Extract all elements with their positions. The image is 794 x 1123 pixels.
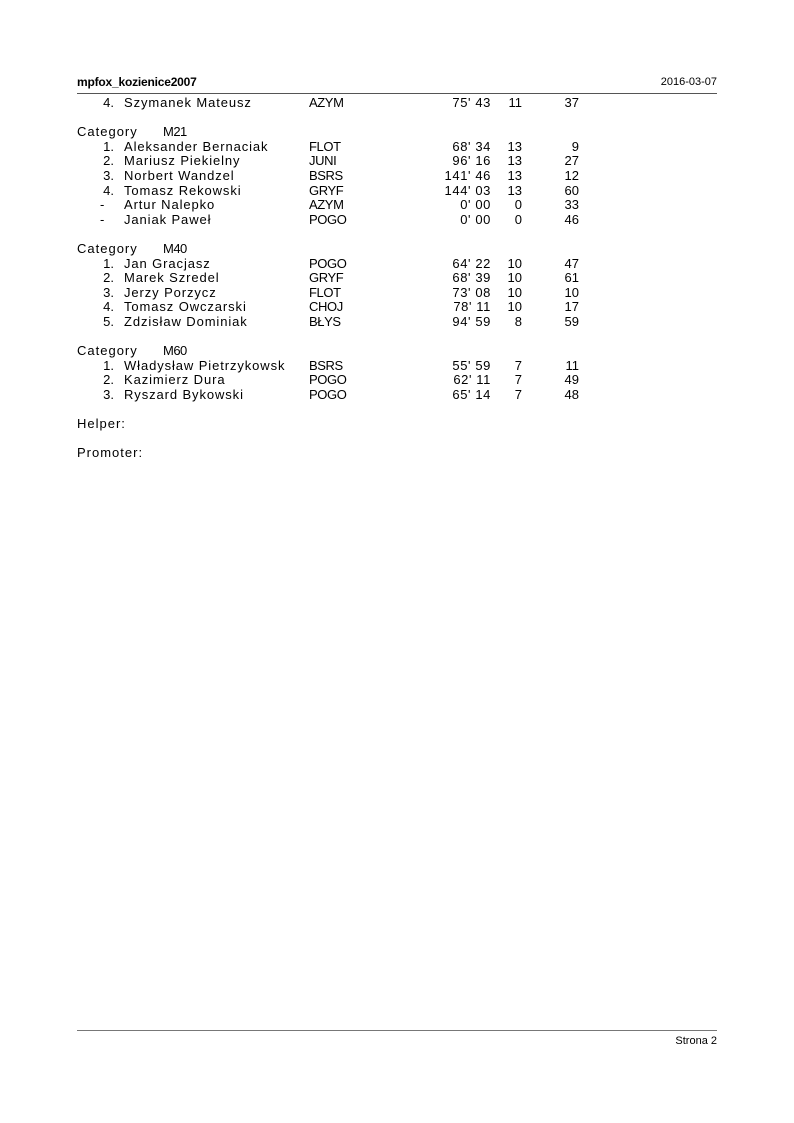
result-points: 13 <box>507 167 522 183</box>
document-title: mpfox_kozienice2007 <box>77 75 197 89</box>
document-date: 2016-03-07 <box>660 76 717 88</box>
result-number: 17 <box>564 299 579 315</box>
result-time: 73' 08 <box>452 284 491 300</box>
result-time: 65' 14 <box>452 386 491 402</box>
result-row <box>0 198 794 213</box>
result-points: 7 <box>514 357 522 373</box>
result-name: Janiak Paweł <box>124 211 212 227</box>
result-points: 10 <box>507 284 522 300</box>
result-name: Władysław Pietrzykowsk <box>124 357 286 373</box>
header-divider <box>77 93 717 94</box>
result-club: BSRS <box>309 357 343 373</box>
category-code: M21 <box>163 124 187 140</box>
results-body <box>0 96 794 461</box>
result-number: 59 <box>564 313 579 329</box>
result-points: 0 <box>514 197 522 213</box>
result-row <box>0 300 794 315</box>
result-position: 1. <box>103 138 114 154</box>
category-label: Category <box>77 124 138 140</box>
result-time: 96' 16 <box>452 153 491 169</box>
result-time: 75' 43 <box>452 95 491 110</box>
result-number: 46 <box>564 211 579 227</box>
result-row <box>0 213 794 228</box>
result-position: 2. <box>103 270 114 286</box>
result-points: 10 <box>507 299 522 315</box>
helper-label: Helper: <box>77 416 126 432</box>
result-position: 3. <box>103 284 114 300</box>
result-position: 5. <box>103 313 114 329</box>
result-name: Aleksander Bernaciak <box>124 138 269 154</box>
result-position: 4. <box>103 299 114 315</box>
result-name: Szymanek Mateusz <box>124 95 252 110</box>
result-time: 62' 11 <box>453 372 491 388</box>
promoter-line <box>0 446 794 461</box>
result-club: BŁYS <box>309 313 341 329</box>
result-time: 94' 59 <box>452 313 491 329</box>
result-number: 49 <box>564 372 579 388</box>
result-number: 61 <box>564 270 579 286</box>
result-row <box>0 286 794 301</box>
promoter-label: Promoter: <box>77 445 144 461</box>
result-name: Kazimierz Dura <box>124 372 226 388</box>
helper-line <box>0 417 794 432</box>
result-row <box>0 257 794 272</box>
result-club: AZYM <box>309 95 344 110</box>
result-row <box>0 373 794 388</box>
result-row <box>0 359 794 374</box>
category-heading <box>0 125 794 140</box>
category-label: Category <box>77 240 138 256</box>
result-club: POGO <box>309 386 347 402</box>
result-name: Artur Nalepko <box>124 197 216 213</box>
result-club: POGO <box>309 211 347 227</box>
result-number: 27 <box>564 153 579 169</box>
result-row <box>0 315 794 330</box>
result-time: 0' 00 <box>460 197 491 213</box>
result-number: 37 <box>564 95 579 110</box>
result-club: AZYM <box>309 197 344 213</box>
result-time: 78' 11 <box>453 299 491 315</box>
result-points: 10 <box>507 270 522 286</box>
result-points: 11 <box>508 95 522 110</box>
result-points: 13 <box>507 182 522 198</box>
result-position: 3. <box>103 167 114 183</box>
result-time: 68' 34 <box>452 138 491 154</box>
result-time: 141' 46 <box>444 167 491 183</box>
result-club: GRYF <box>309 182 344 198</box>
result-number: 9 <box>571 138 579 154</box>
result-name: Jan Gracjasz <box>124 255 211 271</box>
result-number: 10 <box>564 284 579 300</box>
result-club: BSRS <box>309 167 343 183</box>
result-number: 48 <box>564 386 579 402</box>
result-row <box>0 184 794 199</box>
result-points: 13 <box>507 153 522 169</box>
result-points: 7 <box>514 372 522 388</box>
result-points: 10 <box>507 255 522 271</box>
result-time: 68' 39 <box>452 270 491 286</box>
result-name: Tomasz Owczarski <box>124 299 247 315</box>
result-position: 2. <box>103 372 114 388</box>
result-time: 64' 22 <box>452 255 491 271</box>
result-points: 0 <box>514 211 522 227</box>
result-time: 55' 59 <box>452 357 491 373</box>
result-club: POGO <box>309 372 347 388</box>
result-number: 33 <box>564 197 579 213</box>
result-row <box>0 169 794 184</box>
page-number: Strona 2 <box>675 1035 717 1047</box>
result-name: Norbert Wandzel <box>124 167 235 183</box>
result-number: 11 <box>565 357 579 373</box>
result-name: Jerzy Porzycz <box>124 284 217 300</box>
result-name: Zdzisław Dominiak <box>124 313 248 329</box>
result-points: 13 <box>507 138 522 154</box>
result-name: Tomasz Rekowski <box>124 182 242 198</box>
result-position: 4. <box>103 95 114 110</box>
result-club: FLOT <box>309 284 341 300</box>
result-points: 7 <box>514 386 522 402</box>
result-position: 2. <box>103 153 114 169</box>
result-number: 47 <box>564 255 579 271</box>
result-row <box>0 140 794 155</box>
result-position: 4. <box>103 182 114 198</box>
result-club: FLOT <box>309 138 341 154</box>
result-name: Ryszard Bykowski <box>124 386 244 402</box>
category-code: M40 <box>163 240 187 256</box>
result-position: - <box>100 197 105 213</box>
result-points: 8 <box>514 313 522 329</box>
category-heading <box>0 242 794 257</box>
result-club: CHOJ <box>309 299 343 315</box>
result-club: POGO <box>309 255 347 271</box>
result-club: GRYF <box>309 270 344 286</box>
result-row <box>0 154 794 169</box>
result-row <box>0 388 794 403</box>
result-time: 0' 00 <box>460 211 491 227</box>
result-position: 1. <box>103 357 114 373</box>
result-position: - <box>100 211 105 227</box>
category-label: Category <box>77 343 138 359</box>
result-number: 12 <box>564 167 579 183</box>
result-name: Marek Szredel <box>124 270 220 286</box>
result-row <box>0 96 794 111</box>
result-number: 60 <box>564 182 579 198</box>
result-time: 144' 03 <box>444 182 491 198</box>
footer-divider <box>77 1030 717 1031</box>
category-code: M60 <box>163 343 187 359</box>
result-row <box>0 271 794 286</box>
result-position: 3. <box>103 386 114 402</box>
result-club: JUNI <box>309 153 337 169</box>
result-name: Mariusz Piekielny <box>124 153 241 169</box>
category-heading <box>0 344 794 359</box>
result-position: 1. <box>103 255 114 271</box>
